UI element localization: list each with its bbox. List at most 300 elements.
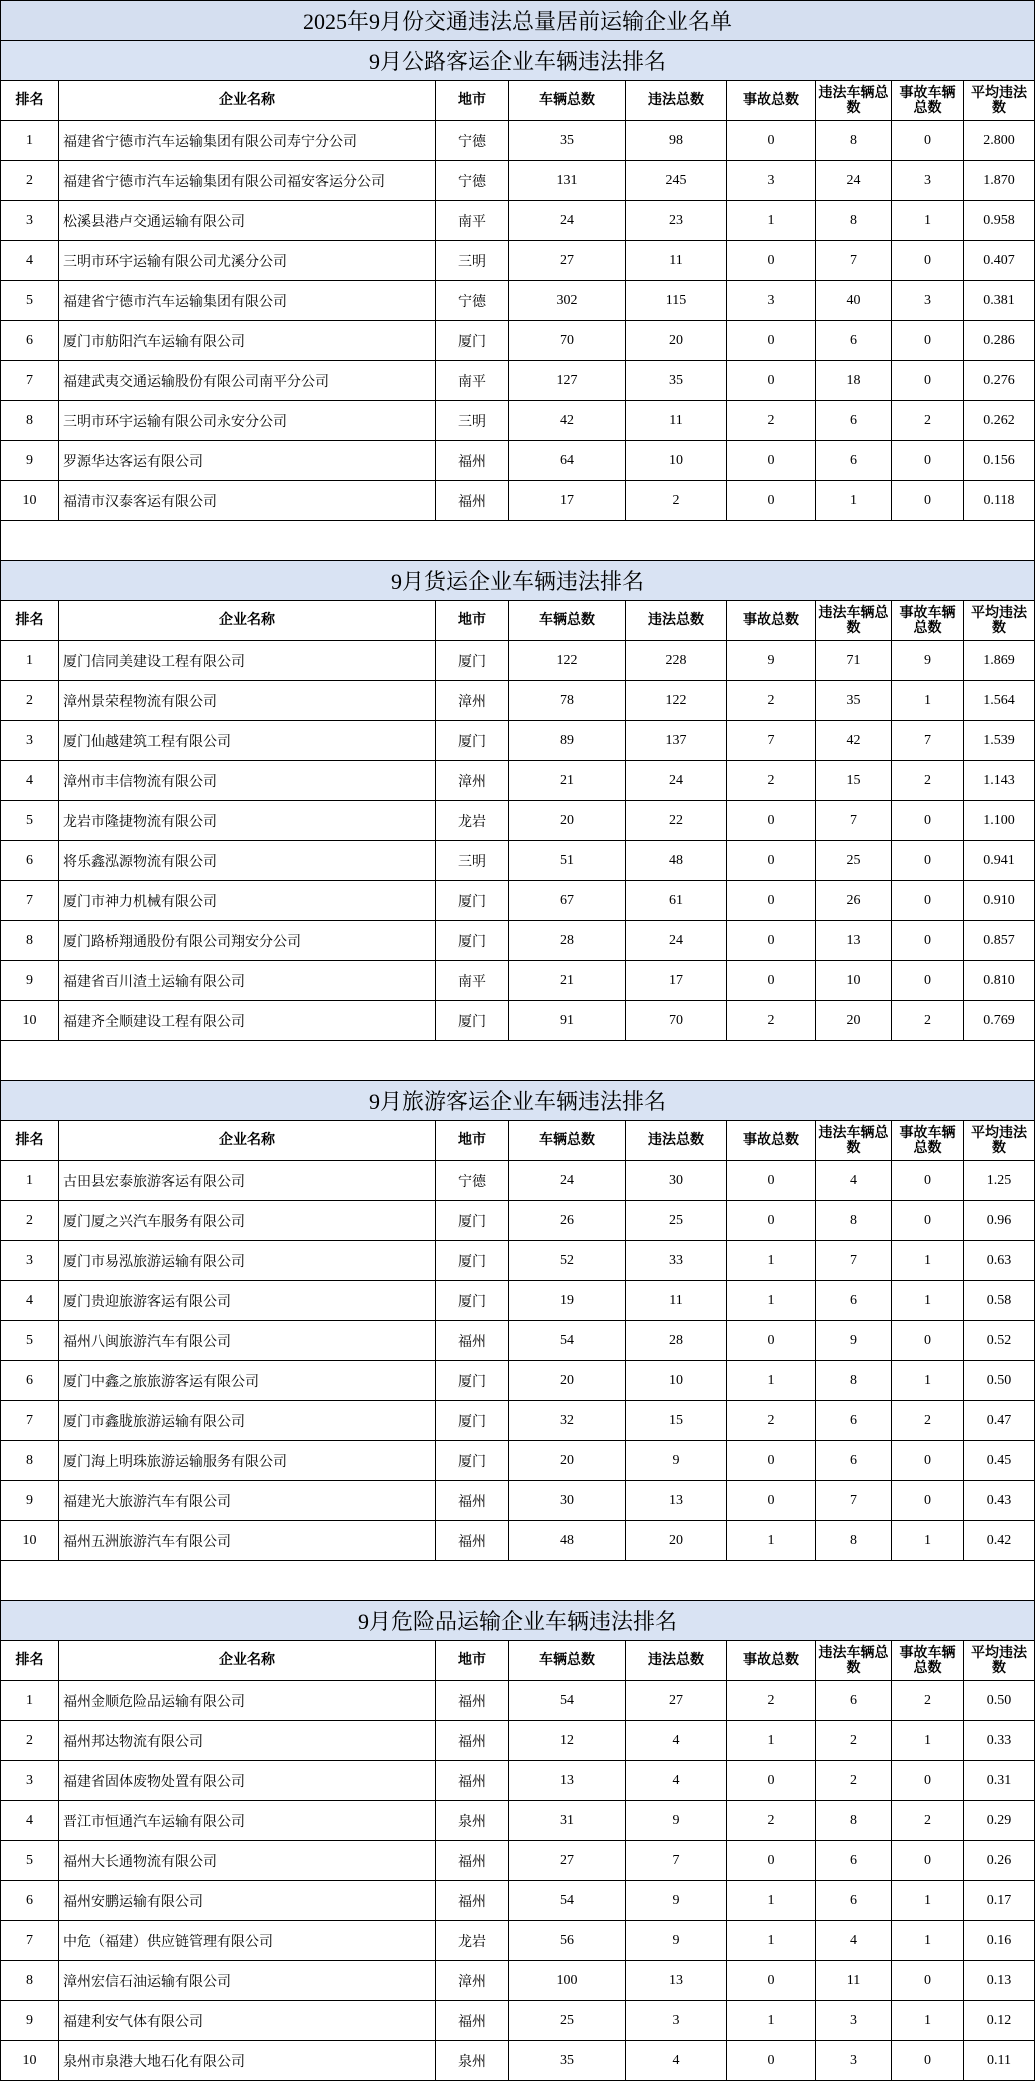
accident-count-cell: 2 [727,1401,816,1441]
violation-count-cell: 115 [626,281,727,321]
rank-cell: 8 [1,921,59,961]
violating-vehicle-count-cell: 26 [816,881,892,921]
company-name-cell: 福建利安气体有限公司 [59,2001,436,2041]
accident-vehicle-count-cell: 0 [892,1441,964,1481]
violation-count-cell: 3 [626,2001,727,2041]
section-spacer [1,1561,1035,1601]
table-row [1,241,1035,281]
table-row [1,1241,1035,1281]
accident-count-cell: 0 [727,961,816,1001]
company-name-cell: 厦门贵迎旅游客运有限公司 [59,1281,436,1321]
rank-cell: 2 [1,1721,59,1761]
violation-count-cell: 24 [626,921,727,961]
table-row [1,1321,1035,1361]
accident-count-cell: 2 [727,1001,816,1041]
violation-count-cell: 70 [626,1001,727,1041]
accident-vehicle-count-cell: 1 [892,1361,964,1401]
violating-vehicle-count-cell: 8 [816,1361,892,1401]
violation-count-cell: 61 [626,881,727,921]
vehicle-count-cell: 35 [509,2041,626,2081]
company-name-cell: 福建省固体废物处置有限公司 [59,1761,436,1801]
rank-cell: 5 [1,281,59,321]
section-title-row [1,1081,1035,1121]
rank-cell: 9 [1,961,59,1001]
section-spacer [1,1041,1035,1081]
accident-vehicle-count-cell: 3 [892,161,964,201]
column-header-avg-violations: 平均违法数 [964,1641,1035,1681]
accident-vehicle-count-cell: 1 [892,1921,964,1961]
table-row [1,1721,1035,1761]
accident-vehicle-count-cell: 0 [892,1761,964,1801]
table-row [1,1961,1035,2001]
table-row [1,481,1035,521]
accident-vehicle-count-cell: 3 [892,281,964,321]
accident-count-cell: 0 [727,241,816,281]
violating-vehicle-count-cell: 6 [816,1681,892,1721]
violating-vehicle-count-cell: 24 [816,161,892,201]
accident-vehicle-count-cell: 0 [892,2041,964,2081]
city-cell: 南平 [436,361,509,401]
vehicle-count-cell: 21 [509,761,626,801]
table-row [1,1481,1035,1521]
city-cell: 厦门 [436,1401,509,1441]
accident-count-cell: 0 [727,441,816,481]
rank-cell: 7 [1,361,59,401]
column-header-violating-vehicle-count: 违法车辆总数 [816,1641,892,1681]
vehicle-count-cell: 91 [509,1001,626,1041]
column-header-accident-count: 事故总数 [727,1121,816,1161]
accident-count-cell: 0 [727,2041,816,2081]
violation-count-cell: 22 [626,801,727,841]
violation-count-cell: 98 [626,121,727,161]
vehicle-count-cell: 67 [509,881,626,921]
company-name-cell: 福州邦达物流有限公司 [59,1721,436,1761]
vehicle-count-cell: 54 [509,1681,626,1721]
company-name-cell: 厦门仙越建筑工程有限公司 [59,721,436,761]
accident-vehicle-count-cell: 7 [892,721,964,761]
column-header-accident-count: 事故总数 [727,601,816,641]
column-header-avg-violations: 平均违法数 [964,1121,1035,1161]
company-name-cell: 厦门厦之兴汽车服务有限公司 [59,1201,436,1241]
city-cell: 福州 [436,1881,509,1921]
accident-vehicle-count-cell: 9 [892,641,964,681]
accident-vehicle-count-cell: 0 [892,241,964,281]
avg-violations-cell: 1.25 [964,1161,1035,1201]
violating-vehicle-count-cell: 35 [816,681,892,721]
accident-vehicle-count-cell: 0 [892,921,964,961]
avg-violations-cell: 0.52 [964,1321,1035,1361]
violating-vehicle-count-cell: 18 [816,361,892,401]
violation-count-cell: 9 [626,1921,727,1961]
column-header-rank: 排名 [1,1641,59,1681]
avg-violations-cell: 0.58 [964,1281,1035,1321]
rank-cell: 3 [1,1761,59,1801]
table-row [1,1801,1035,1841]
vehicle-count-cell: 127 [509,361,626,401]
company-name-cell: 三明市环宇运输有限公司永安分公司 [59,401,436,441]
city-cell: 宁德 [436,1161,509,1201]
column-header-violation-count: 违法总数 [626,1641,727,1681]
vehicle-count-cell: 24 [509,201,626,241]
company-name-cell: 福建光大旅游汽车有限公司 [59,1481,436,1521]
accident-count-cell: 0 [727,1761,816,1801]
table-row [1,281,1035,321]
violating-vehicle-count-cell: 6 [816,1281,892,1321]
company-name-cell: 福清市汉泰客运有限公司 [59,481,436,521]
city-cell: 宁德 [436,161,509,201]
column-header-avg-violations: 平均违法数 [964,81,1035,121]
column-header-row [1,81,1035,121]
company-name-cell: 厦门路桥翔通股份有限公司翔安分公司 [59,921,436,961]
city-cell: 厦门 [436,1361,509,1401]
violation-count-cell: 9 [626,1441,727,1481]
table-row [1,1001,1035,1041]
table-row [1,121,1035,161]
accident-vehicle-count-cell: 0 [892,961,964,1001]
accident-count-cell: 0 [727,921,816,961]
section-spacer-row [1,1041,1035,1081]
violation-count-cell: 11 [626,241,727,281]
violation-count-cell: 15 [626,1401,727,1441]
violation-count-cell: 7 [626,1841,727,1881]
avg-violations-cell: 0.50 [964,1681,1035,1721]
rank-cell: 7 [1,1401,59,1441]
accident-count-cell: 1 [727,1361,816,1401]
violation-count-cell: 48 [626,841,727,881]
rank-cell: 10 [1,481,59,521]
violation-count-cell: 122 [626,681,727,721]
column-header-rank: 排名 [1,1121,59,1161]
avg-violations-cell: 0.262 [964,401,1035,441]
violation-count-cell: 13 [626,1961,727,2001]
company-name-cell: 三明市环宇运输有限公司尤溪分公司 [59,241,436,281]
table-row [1,401,1035,441]
accident-vehicle-count-cell: 0 [892,1841,964,1881]
violating-vehicle-count-cell: 6 [816,321,892,361]
city-cell: 三明 [436,841,509,881]
avg-violations-cell: 0.276 [964,361,1035,401]
avg-violations-cell: 0.47 [964,1401,1035,1441]
column-header-company-name: 企业名称 [59,1641,436,1681]
vehicle-count-cell: 52 [509,1241,626,1281]
avg-violations-cell: 1.539 [964,721,1035,761]
column-header-row [1,1641,1035,1681]
city-cell: 龙岩 [436,1921,509,1961]
violating-vehicle-count-cell: 10 [816,961,892,1001]
rank-cell: 8 [1,1961,59,2001]
violation-count-cell: 30 [626,1161,727,1201]
column-header-company-name: 企业名称 [59,1121,436,1161]
vehicle-count-cell: 27 [509,241,626,281]
company-name-cell: 龙岩市隆捷物流有限公司 [59,801,436,841]
column-header-row [1,601,1035,641]
section-title: 9月旅游客运企业车辆违法排名 [1,1081,1035,1121]
vehicle-count-cell: 25 [509,2001,626,2041]
avg-violations-cell: 1.869 [964,641,1035,681]
accident-vehicle-count-cell: 1 [892,2001,964,2041]
column-header-violation-count: 违法总数 [626,601,727,641]
accident-vehicle-count-cell: 1 [892,1241,964,1281]
company-name-cell: 福建省宁德市汽车运输集团有限公司 [59,281,436,321]
column-header-violation-count: 违法总数 [626,81,727,121]
violation-count-cell: 4 [626,1761,727,1801]
rank-cell: 5 [1,801,59,841]
avg-violations-cell: 0.17 [964,1881,1035,1921]
violating-vehicle-count-cell: 7 [816,1481,892,1521]
table-row [1,201,1035,241]
vehicle-count-cell: 28 [509,921,626,961]
rank-cell: 2 [1,1201,59,1241]
violating-vehicle-count-cell: 11 [816,1961,892,2001]
violation-count-cell: 11 [626,1281,727,1321]
vehicle-count-cell: 26 [509,1201,626,1241]
avg-violations-cell: 0.286 [964,321,1035,361]
city-cell: 福州 [436,1481,509,1521]
accident-count-cell: 0 [727,1321,816,1361]
avg-violations-cell: 0.941 [964,841,1035,881]
column-header-vehicle-count: 车辆总数 [509,81,626,121]
table-row [1,721,1035,761]
rank-cell: 6 [1,1881,59,1921]
violating-vehicle-count-cell: 40 [816,281,892,321]
table-row [1,161,1035,201]
table-row [1,1201,1035,1241]
violation-count-cell: 2 [626,481,727,521]
section-title: 9月公路客运企业车辆违法排名 [1,41,1035,81]
violation-count-cell: 20 [626,1521,727,1561]
accident-count-cell: 2 [727,1801,816,1841]
column-header-city: 地市 [436,81,509,121]
rank-cell: 10 [1,1001,59,1041]
column-header-avg-violations: 平均违法数 [964,601,1035,641]
section-title-row [1,1601,1035,1641]
table-row [1,1361,1035,1401]
vehicle-count-cell: 20 [509,801,626,841]
column-header-rank: 排名 [1,81,59,121]
table-row [1,1881,1035,1921]
company-name-cell: 福建齐全顺建设工程有限公司 [59,1001,436,1041]
column-header-vehicle-count: 车辆总数 [509,1641,626,1681]
city-cell: 厦门 [436,1241,509,1281]
table-row [1,1681,1035,1721]
violating-vehicle-count-cell: 7 [816,801,892,841]
avg-violations-cell: 0.33 [964,1721,1035,1761]
rank-cell: 3 [1,201,59,241]
avg-violations-cell: 1.143 [964,761,1035,801]
vehicle-count-cell: 54 [509,1881,626,1921]
city-cell: 泉州 [436,2041,509,2081]
company-name-cell: 晋江市恒通汽车运输有限公司 [59,1801,436,1841]
section-spacer-row [1,1561,1035,1601]
avg-violations-cell: 0.769 [964,1001,1035,1041]
vehicle-count-cell: 131 [509,161,626,201]
accident-vehicle-count-cell: 0 [892,1321,964,1361]
table-row [1,841,1035,881]
table-row [1,801,1035,841]
violating-vehicle-count-cell: 13 [816,921,892,961]
rank-cell: 5 [1,1321,59,1361]
accident-count-cell: 0 [727,481,816,521]
avg-violations-cell: 0.810 [964,961,1035,1001]
violating-vehicle-count-cell: 71 [816,641,892,681]
city-cell: 厦门 [436,721,509,761]
rank-cell: 2 [1,161,59,201]
column-header-accident-vehicle-count: 事故车辆总数 [892,1641,964,1681]
rank-cell: 4 [1,241,59,281]
violating-vehicle-count-cell: 8 [816,1201,892,1241]
section-title: 9月危险品运输企业车辆违法排名 [1,1601,1035,1641]
avg-violations-cell: 0.958 [964,201,1035,241]
vehicle-count-cell: 20 [509,1441,626,1481]
table-row [1,641,1035,681]
company-name-cell: 厦门中鑫之旅旅游客运有限公司 [59,1361,436,1401]
rank-cell: 4 [1,1801,59,1841]
table-row [1,1521,1035,1561]
violating-vehicle-count-cell: 42 [816,721,892,761]
violation-count-cell: 228 [626,641,727,681]
accident-vehicle-count-cell: 0 [892,121,964,161]
accident-count-cell: 0 [727,801,816,841]
violating-vehicle-count-cell: 15 [816,761,892,801]
violating-vehicle-count-cell: 7 [816,1241,892,1281]
rank-cell: 7 [1,1921,59,1961]
accident-count-cell: 0 [727,1481,816,1521]
city-cell: 厦门 [436,1281,509,1321]
accident-vehicle-count-cell: 0 [892,1161,964,1201]
city-cell: 南平 [436,201,509,241]
violation-count-cell: 25 [626,1201,727,1241]
company-name-cell: 厦门海上明珠旅游运输服务有限公司 [59,1441,436,1481]
violation-count-cell: 17 [626,961,727,1001]
avg-violations-cell: 0.156 [964,441,1035,481]
section-title-row [1,41,1035,81]
violation-count-cell: 245 [626,161,727,201]
city-cell: 福州 [436,2001,509,2041]
accident-vehicle-count-cell: 1 [892,201,964,241]
violation-count-cell: 27 [626,1681,727,1721]
city-cell: 厦门 [436,921,509,961]
city-cell: 厦门 [436,1001,509,1041]
avg-violations-cell: 0.910 [964,881,1035,921]
table-body [1,1,1035,2081]
accident-vehicle-count-cell: 2 [892,761,964,801]
rank-cell: 1 [1,641,59,681]
section-title: 9月货运企业车辆违法排名 [1,561,1035,601]
rank-cell: 4 [1,761,59,801]
rank-cell: 9 [1,2001,59,2041]
avg-violations-cell: 0.381 [964,281,1035,321]
company-name-cell: 厦门市神力机械有限公司 [59,881,436,921]
title-row [1,1,1035,41]
rank-cell: 1 [1,1161,59,1201]
accident-count-cell: 1 [727,1241,816,1281]
avg-violations-cell: 0.63 [964,1241,1035,1281]
column-header-vehicle-count: 车辆总数 [509,601,626,641]
city-cell: 福州 [436,1841,509,1881]
violation-count-cell: 10 [626,1361,727,1401]
violation-count-cell: 11 [626,401,727,441]
company-name-cell: 松溪县港卢交通运输有限公司 [59,201,436,241]
column-header-violating-vehicle-count: 违法车辆总数 [816,1121,892,1161]
vehicle-count-cell: 54 [509,1321,626,1361]
rank-cell: 3 [1,721,59,761]
vehicle-count-cell: 302 [509,281,626,321]
avg-violations-cell: 1.100 [964,801,1035,841]
column-header-rank: 排名 [1,601,59,641]
accident-vehicle-count-cell: 2 [892,1401,964,1441]
city-cell: 南平 [436,961,509,1001]
avg-violations-cell: 0.16 [964,1921,1035,1961]
avg-violations-cell: 0.31 [964,1761,1035,1801]
accident-vehicle-count-cell: 0 [892,441,964,481]
accident-count-cell: 1 [727,1521,816,1561]
column-header-city: 地市 [436,1641,509,1681]
violation-count-cell: 9 [626,1881,727,1921]
accident-count-cell: 0 [727,1961,816,2001]
vehicle-count-cell: 48 [509,1521,626,1561]
vehicle-count-cell: 12 [509,1721,626,1761]
accident-count-cell: 2 [727,681,816,721]
city-cell: 福州 [436,1761,509,1801]
avg-violations-cell: 0.42 [964,1521,1035,1561]
avg-violations-cell: 0.96 [964,1201,1035,1241]
table-row [1,761,1035,801]
city-cell: 福州 [436,1521,509,1561]
table-row [1,361,1035,401]
accident-vehicle-count-cell: 0 [892,321,964,361]
table-row [1,441,1035,481]
vehicle-count-cell: 24 [509,1161,626,1201]
vehicle-count-cell: 21 [509,961,626,1001]
violation-count-cell: 13 [626,1481,727,1521]
city-cell: 福州 [436,441,509,481]
vehicle-count-cell: 17 [509,481,626,521]
company-name-cell: 福建武夷交通运输股份有限公司南平分公司 [59,361,436,401]
accident-count-cell: 1 [727,2001,816,2041]
accident-vehicle-count-cell: 2 [892,1681,964,1721]
vehicle-count-cell: 27 [509,1841,626,1881]
column-header-accident-vehicle-count: 事故车辆总数 [892,1121,964,1161]
vehicle-count-cell: 56 [509,1921,626,1961]
table-row [1,681,1035,721]
avg-violations-cell: 0.43 [964,1481,1035,1521]
accident-vehicle-count-cell: 0 [892,841,964,881]
avg-violations-cell: 0.29 [964,1801,1035,1841]
company-name-cell: 厦门市舫阳汽车运输有限公司 [59,321,436,361]
column-header-vehicle-count: 车辆总数 [509,1121,626,1161]
company-name-cell: 中危（福建）供应链管理有限公司 [59,1921,436,1961]
table-row [1,1761,1035,1801]
violating-vehicle-count-cell: 8 [816,1801,892,1841]
avg-violations-cell: 2.800 [964,121,1035,161]
avg-violations-cell: 0.118 [964,481,1035,521]
violating-vehicle-count-cell: 2 [816,1761,892,1801]
violating-vehicle-count-cell: 2 [816,1721,892,1761]
accident-vehicle-count-cell: 0 [892,1481,964,1521]
vehicle-count-cell: 31 [509,1801,626,1841]
table-row [1,1841,1035,1881]
accident-count-cell: 0 [727,881,816,921]
accident-count-cell: 0 [727,121,816,161]
vehicle-count-cell: 100 [509,1961,626,2001]
violating-vehicle-count-cell: 9 [816,1321,892,1361]
rank-cell: 6 [1,841,59,881]
company-name-cell: 漳州景荣程物流有限公司 [59,681,436,721]
violating-vehicle-count-cell: 8 [816,201,892,241]
city-cell: 厦门 [436,641,509,681]
city-cell: 厦门 [436,1201,509,1241]
table-row [1,1281,1035,1321]
